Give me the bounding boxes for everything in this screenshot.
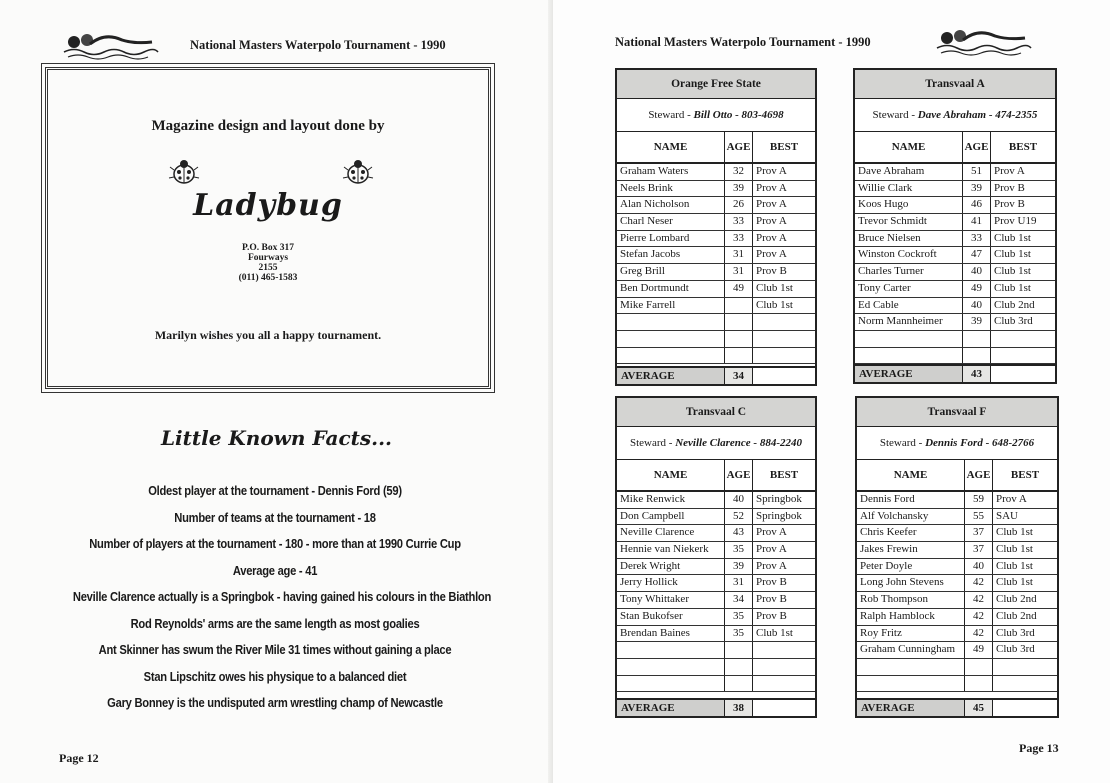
table-row [617,575,815,592]
swimmer-logo-icon [60,28,160,62]
table-row [855,298,1055,315]
table-row [855,247,1055,264]
player-name: Mike Renwick [617,492,725,508]
player-name: Graham Cunningham [857,642,965,658]
team-steward [617,99,815,132]
page-header: National Masters Waterpolo Tournament - 1990 [615,35,871,49]
player-age: 34 [725,592,753,608]
table-row [617,626,815,643]
table-row [617,181,815,198]
player-age: 40 [963,298,991,314]
player-best: Club 2nd [996,609,1037,622]
player-best: Prov A [756,165,787,177]
player-name: Long John Stevens [857,575,965,591]
player-best [753,642,815,658]
team-title: Orange Free State [617,70,815,99]
page-number: Page 12 [59,751,99,765]
player-name: Charl Neser [617,214,725,230]
table-row [617,525,815,542]
column-header-name: NAME [857,460,965,490]
player-age: 32 [725,164,753,180]
player-name: Brendan Baines [617,626,725,642]
player-age: 51 [963,164,991,180]
table-row [617,348,815,365]
player-best: Prov A [756,198,787,211]
table-row [617,592,815,609]
player-name: Derek Wright [617,559,725,575]
table-row [857,659,1057,676]
table-row [617,609,815,626]
player-age: 42 [965,609,993,625]
player-best: Prov A [756,543,787,556]
table-row [617,298,815,315]
player-best: Prov B [994,181,1025,194]
table-row [617,331,815,348]
player-age: 52 [725,509,753,525]
player-name: Rob Thompson [857,592,965,608]
team-title: Transvaal C [617,398,815,427]
table-row [855,348,1055,365]
player-best: Prov A [756,231,787,244]
player-age: 49 [725,281,753,297]
player-age: 39 [725,559,753,575]
table-row [617,559,815,576]
address-line: 2155 [258,263,278,273]
steward-label: Steward - [630,437,676,449]
player-name: Ed Cable [855,298,963,314]
player-age [965,659,993,675]
player-name: Ben Dortmundt [617,281,725,297]
player-best: Prov A [756,526,787,539]
player-name: Charles Turner [855,264,963,280]
column-header-name: NAME [617,460,725,490]
table-row [857,626,1057,643]
player-name: Jakes Frewin [857,542,965,558]
average-value: 43 [963,366,991,382]
player-name [855,331,963,347]
table-header [617,132,815,164]
player-best: Club 2nd [996,593,1037,606]
player-best [993,659,1057,675]
player-name [617,659,725,675]
player-age [725,298,753,314]
table-row [855,164,1055,181]
player-best: Prov A [756,248,787,261]
table-row [857,676,1057,693]
player-best: Prov B [756,265,787,278]
table-row [617,264,815,281]
player-name: Peter Doyle [857,559,965,575]
player-name: Graham Waters [617,164,725,180]
average-blank [991,366,1055,382]
player-name: Dave Abraham [855,164,963,180]
player-age: 49 [963,281,991,297]
player-best: Springbok [756,509,802,522]
left-page [0,0,553,783]
facts-title: Little Known Facts... [160,426,393,450]
player-best: Club 1st [996,576,1033,589]
average-blank [753,700,815,716]
player-best: Club 1st [996,559,1033,572]
player-best: Club 1st [994,231,1031,244]
player-age: 31 [725,264,753,280]
player-age: 31 [725,247,753,263]
column-header-best: BEST [769,469,799,481]
steward-name: Neville Clarence - 884-2240 [675,437,802,449]
ladybug-icon [342,156,374,188]
player-name: Norm Mannheimer [855,314,963,330]
player-age: 40 [963,264,991,280]
player-name [617,348,725,364]
steward-name: Dave Abraham - 474-2355 [917,109,1038,121]
player-name: Stan Bukofser [617,609,725,625]
steward-label: Steward - [879,437,926,449]
player-age [725,676,753,692]
fact-item: Number of players at the tournament - 180 - more than at 1990 Currie Cup [89,536,461,551]
player-age: 47 [963,247,991,263]
table-row [857,575,1057,592]
fact-item: Neville Clarence actually is a Springbok - having gained his colours in the Biathlon [72,589,492,604]
player-age: 49 [965,642,993,658]
player-best: Springbok [756,493,802,505]
player-age: 43 [725,525,753,541]
player-best: Prov B [994,198,1025,211]
average-value: 38 [725,700,753,716]
table-row [617,659,815,676]
player-best: Club 3rd [996,643,1035,656]
ad-footer: Marilyn wishes you all a happy tournament. [154,328,382,342]
average-label: AVERAGE [617,368,725,384]
average-row [617,698,815,716]
table-row [617,247,815,264]
table-row [857,592,1057,609]
player-best: Prov B [756,609,787,622]
player-age: 37 [965,525,993,541]
player-name [617,642,725,658]
player-name [617,314,725,330]
table-row [855,314,1055,331]
player-name: Neels Brink [617,181,725,197]
average-row [617,366,815,384]
player-age: 40 [725,492,753,508]
player-best: Club 1st [996,543,1033,556]
player-name: Neville Clarence [617,525,725,541]
player-age: 35 [725,626,753,642]
player-age: 46 [963,197,991,213]
team-table [615,396,817,718]
average-row [857,698,1057,716]
fact-item: Rod Reynolds' arms are the same length as most goalies [130,615,420,631]
player-age: 37 [965,542,993,558]
column-header-best: BEST [1008,141,1038,153]
team-steward [855,99,1055,132]
average-label: AVERAGE [617,700,725,716]
player-best: Club 1st [994,281,1031,294]
player-age [963,348,991,364]
steward-label: Steward - [648,109,694,121]
player-age: 55 [965,509,993,525]
player-name [855,348,963,364]
player-best: Prov A [996,493,1027,505]
player-age [725,314,753,330]
team-steward [617,427,815,460]
team-table [615,68,817,386]
average-blank [993,700,1057,716]
table-row [857,492,1057,509]
player-name: Trevor Schmidt [855,214,963,230]
swimmer-logo-icon [933,24,1033,58]
player-age: 35 [725,609,753,625]
player-name: Don Campbell [617,509,725,525]
player-age: 39 [725,181,753,197]
player-best: Prov B [756,576,787,589]
player-best [993,676,1057,692]
player-age: 42 [965,626,993,642]
column-header-best: BEST [1010,469,1040,481]
player-age: 40 [965,559,993,575]
table-row [855,281,1055,298]
table-row [617,281,815,298]
player-age [725,642,753,658]
player-age: 33 [725,231,753,247]
player-best: Club 1st [994,248,1031,261]
average-value: 34 [725,368,753,384]
player-best: Club 3rd [996,626,1035,639]
table-header [857,460,1057,492]
address-line: (011) 465-1583 [238,273,298,283]
player-best [991,331,1055,347]
column-header-name: NAME [855,132,963,162]
player-best: Club 3rd [994,315,1033,328]
table-row [855,331,1055,348]
player-name [857,676,965,692]
table-row [617,214,815,231]
player-best [753,659,815,675]
player-age [965,676,993,692]
average-label: AVERAGE [857,700,965,716]
player-name: Roy Fritz [857,626,965,642]
table-row [617,231,815,248]
ad-address [48,243,488,283]
player-age: 42 [965,592,993,608]
team-table [853,68,1057,384]
player-name: Koos Hugo [855,197,963,213]
ladybug-icon [168,156,200,188]
table-row [617,164,815,181]
player-best [753,676,815,692]
player-name: Hennie van Niekerk [617,542,725,558]
player-age: 41 [963,214,991,230]
column-header-best: BEST [769,141,799,153]
steward-name: Bill Otto - 803-4698 [693,109,784,121]
player-name: Chris Keefer [857,525,965,541]
player-name: Willie Clark [855,181,963,197]
player-name: Alf Volchansky [857,509,965,525]
average-blank [753,368,815,384]
steward-name: Dennis Ford - 648-2766 [925,437,1035,449]
brand-name: Ladybug [193,188,343,223]
player-name: Dennis Ford [857,492,965,508]
table-row [855,197,1055,214]
table-row [857,509,1057,526]
table-row [857,559,1057,576]
table-row [857,542,1057,559]
player-age: 33 [725,214,753,230]
player-name [617,676,725,692]
player-name: Tony Whittaker [617,592,725,608]
fact-item: Average age - 41 [232,562,318,578]
player-best: Club 1st [996,526,1033,539]
table-row [855,214,1055,231]
table-row [617,197,815,214]
team-title: Transvaal F [857,398,1057,427]
player-age: 42 [965,575,993,591]
player-age [725,659,753,675]
player-best: Club 1st [756,298,793,311]
player-name: Winston Cockroft [855,247,963,263]
column-header-age: AGE [725,132,753,162]
advertisement-box [45,67,491,389]
steward-label: Steward - [872,109,918,121]
player-age [725,348,753,364]
player-best [753,314,815,330]
table-row [857,609,1057,626]
player-best: Club 1st [756,626,793,639]
table-row [617,542,815,559]
player-best: Prov A [756,181,787,194]
player-name: Pierre Lombard [617,231,725,247]
average-row [855,364,1055,382]
player-age: 39 [963,314,991,330]
table-row [857,525,1057,542]
player-name: Mike Farrell [617,298,725,314]
player-age: 26 [725,197,753,213]
player-best [753,348,815,364]
player-name [857,659,965,675]
table-row [617,642,815,659]
player-best: Prov B [756,593,787,606]
address-line: P.O. Box 317 [242,243,294,253]
fact-item: Ant Skinner has swum the River Mile 31 times without gaining a place [98,642,452,657]
player-best: Club 1st [756,281,793,294]
table-header [617,460,815,492]
table-row [855,264,1055,281]
player-name: Alan Nicholson [617,197,725,213]
table-row [617,492,815,509]
address-line: Fourways [247,253,289,263]
table-row [857,642,1057,659]
team-title: Transvaal A [855,70,1055,99]
team-table [855,396,1059,718]
table-row [617,676,815,693]
average-value: 45 [965,700,993,716]
fact-item: Gary Bonney is the undisputed arm wrestling champ of Newcastle [107,695,443,710]
player-name [617,331,725,347]
player-age: 33 [963,231,991,247]
fact-item: Oldest player at the tournament - Dennis Ford (59) [148,483,402,498]
page-number: Page 13 [1019,741,1059,755]
column-header-age: AGE [725,460,753,490]
player-name: Tony Carter [855,281,963,297]
player-best: SAU [996,509,1019,522]
player-name: Jerry Hollick [617,575,725,591]
player-age [963,331,991,347]
player-name: Stefan Jacobs [617,247,725,263]
player-name: Ralph Hamblock [857,609,965,625]
player-best: Prov A [994,165,1025,177]
player-age: 31 [725,575,753,591]
player-best: Club 2nd [994,298,1035,311]
player-best [991,348,1055,364]
table-row [617,314,815,331]
fact-item: Stan Lipschitz owes his physique to a balanced diet [143,668,407,684]
column-header-age: AGE [963,132,991,162]
player-age [725,331,753,347]
facts-list [40,478,510,717]
ad-heading: Magazine design and layout done by [151,118,385,134]
right-page [553,0,1110,783]
player-name: Greg Brill [617,264,725,280]
player-name: Bruce Nielsen [855,231,963,247]
player-best: Prov A [756,559,787,572]
table-row [617,509,815,526]
player-best: Prov A [756,215,787,228]
page-header: National Masters Waterpolo Tournament - 1990 [190,38,446,52]
player-best: Prov U19 [994,215,1037,228]
average-label: AVERAGE [855,366,963,382]
player-age: 59 [965,492,993,508]
table-header [855,132,1055,164]
column-header-name: NAME [617,132,725,162]
column-header-age: AGE [965,460,993,490]
table-row [855,231,1055,248]
player-best: Club 1st [994,265,1031,278]
table-row [855,181,1055,198]
fact-item: Number of teams at the tournament - 18 [174,509,376,525]
team-steward [857,427,1057,460]
player-age: 39 [963,181,991,197]
player-best [753,331,815,347]
player-age: 35 [725,542,753,558]
